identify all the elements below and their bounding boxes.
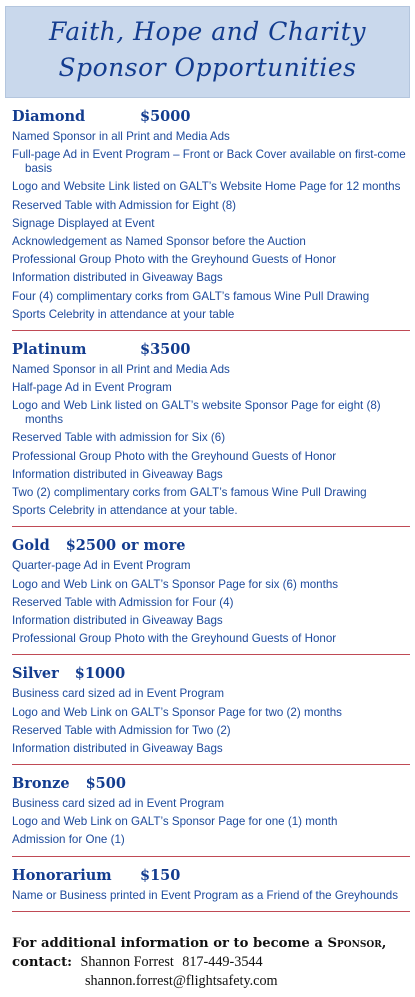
benefit-item: Logo and Web Link on GALT’s Sponsor Page for one (1) month (12, 815, 338, 829)
sponsor-level-name: Platinum (12, 340, 87, 358)
benefit-list (12, 889, 410, 903)
benefit-list (12, 363, 410, 518)
sponsor-level-price: $500 (85, 775, 126, 793)
benefit-list (12, 130, 410, 322)
benefit-item: Logo and Web Link listed on GALT’s website Sponsor Page for eight (8) months (12, 399, 381, 427)
sponsor-level-price: $5000 (140, 108, 191, 125)
footer-contact-line (12, 953, 412, 972)
sponsor-level-heading (12, 774, 410, 794)
benefit-item: Reserved Table with Admission for Two (2) (12, 723, 231, 737)
contact-email[interactable]: shannon.forrest@flightsafety.com (85, 973, 278, 989)
benefit-item: Name or Business printed in Event Program as a Friend of the Greyhounds (12, 888, 399, 902)
sponsor-level-name: Silver (12, 665, 59, 683)
sponsor-level-price: $2500 or more (65, 537, 186, 555)
footer-email-line (12, 972, 412, 991)
footer-contact (12, 934, 412, 991)
benefit-item: Half-page Ad in Event Program (12, 381, 172, 395)
benefit-item: Sports Celebrity in attendance at your table (12, 307, 235, 321)
sponsor-section-bronze (12, 765, 410, 857)
sponsor-level-heading (12, 866, 410, 886)
sponsor-level-heading (12, 664, 410, 684)
benefit-item: Logo and Website Link listed on GALT’s Website Home Page for 12 months (12, 180, 401, 194)
benefit-item: Professional Group Photo with the Greyhound Guests of Honor (12, 253, 337, 267)
sponsor-section-platinum (12, 331, 410, 528)
benefit-item: Logo and Web Link on GALT’s Sponsor Page for two (2) months (12, 705, 342, 719)
sponsor-level-price: $1000 (74, 665, 126, 683)
contact-label: contact: (12, 955, 73, 970)
benefit-item: Quarter-page Ad in Event Program (12, 559, 191, 573)
benefit-item: Named Sponsor in all Print and Media Ads (12, 362, 230, 376)
sponsor-level-name: Gold (12, 537, 50, 555)
benefit-item: Information distributed in Giveaway Bags (12, 741, 223, 755)
page-subtitle: Sponsor Opportunities (58, 53, 357, 82)
benefit-list (12, 687, 410, 756)
benefit-item: Professional Group Photo with the Greyhound Guests of Honor (12, 632, 337, 646)
benefit-item: Full-page Ad in Event Program – Front or Back Cover available on first-come basis (12, 148, 406, 176)
benefit-item: Reserved Table with Admission for Eight (8) (12, 198, 237, 212)
footer-cta-suffix: , (381, 936, 387, 951)
benefit-list (12, 797, 410, 847)
benefit-list (12, 559, 410, 646)
benefit-item: Professional Group Photo with the Greyhound Guests of Honor (12, 449, 337, 463)
benefit-item: Reserved Table with admission for Six (6) (12, 431, 226, 445)
benefit-item: Information distributed in Giveaway Bags (12, 271, 223, 285)
benefit-item: Information distributed in Giveaway Bags (12, 467, 223, 481)
sponsor-section-diamond (12, 107, 410, 331)
benefit-item: Named Sponsor in all Print and Media Ads (12, 130, 230, 143)
footer-cta (12, 934, 412, 953)
page-title: Faith, Hope and Charity (49, 17, 366, 46)
sponsor-section-honorarium (12, 857, 410, 912)
benefit-item: Reserved Table with Admission for Four (4) (12, 595, 234, 609)
sponsor-level-name: Diamond (12, 108, 86, 125)
benefit-item: Admission for One (1) (12, 833, 125, 847)
sponsor-level-name: Honorarium (12, 866, 112, 884)
benefit-item: Sports Celebrity in attendance at your table. (12, 504, 238, 518)
benefit-item: Two (2) complimentary corks from GALT’s famous Wine Pull Drawing (12, 486, 367, 499)
benefit-item: Business card sized ad in Event Program (12, 687, 225, 701)
sponsor-level-heading (12, 107, 410, 127)
benefit-item: Four (4) complimentary corks from GALT’s famous Wine Pull Drawing (12, 289, 370, 303)
benefit-item: Acknowledgement as Named Sponsor before the Auction (12, 234, 306, 248)
sponsor-levels (12, 107, 410, 912)
sponsor-level-price: $150 (140, 866, 181, 884)
sponsor-level-heading (12, 536, 410, 556)
sponsor-level-heading (12, 340, 410, 360)
benefit-item: Signage Displayed at Event (12, 216, 155, 230)
benefit-item: Information distributed in Giveaway Bags (12, 613, 223, 627)
footer-cta-text: For additional information or to become a (12, 936, 328, 951)
benefit-item: Logo and Web Link on GALT’s Sponsor Page for six (6) months (12, 577, 339, 591)
contact-phone: 817-449-3544 (182, 954, 263, 970)
contact-name: Shannon Forrest (80, 954, 174, 970)
sponsor-level-name: Bronze (12, 775, 70, 793)
benefit-item: Business card sized ad in Event Program (12, 797, 225, 811)
header-banner (5, 6, 410, 98)
sponsor-section-silver (12, 655, 410, 765)
sponsor-level-price: $3500 (140, 340, 191, 358)
footer-cta-sponsor: Sponsor (327, 936, 382, 951)
sponsor-section-gold (12, 527, 410, 655)
